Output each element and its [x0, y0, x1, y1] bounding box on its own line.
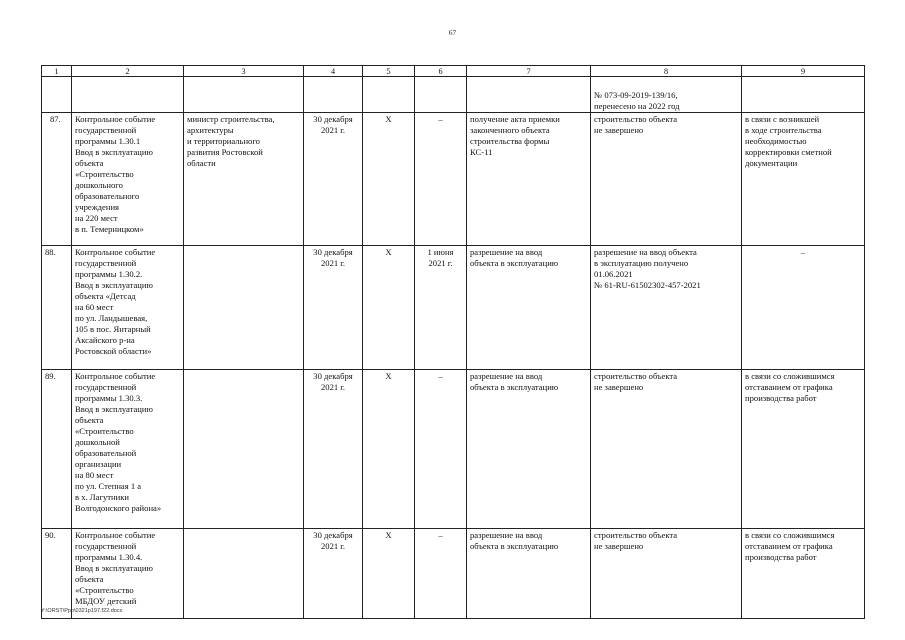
event-description: Контрольное событие государственной программы 1.30.1 Ввод в эксплуатацию объекта «Строительство дошкольного образовательного учреждения на 220 мест в п. Темерницком»	[72, 113, 184, 246]
actual-date: –	[415, 370, 467, 529]
table-row	[42, 370, 865, 529]
cell-empty	[42, 77, 72, 113]
actual-date: –	[415, 529, 467, 619]
cell-empty	[363, 77, 415, 113]
column-number-2: 2	[72, 66, 184, 77]
expected-result: получение акта приемки законченного объекта строительства формы КС-11	[467, 113, 591, 246]
column-number-5: 5	[363, 66, 415, 77]
implementation-info: строительство объекта не завершено	[591, 529, 742, 619]
mark-cell: X	[363, 246, 415, 370]
deviation-reason: в связи с возникшей в ходе строительства необходимостью корректировки сметной документации	[742, 113, 865, 246]
column-number-4: 4	[304, 66, 363, 77]
implementation-info: строительство объекта не завершено	[591, 113, 742, 246]
responsible-executor: министр строительства, архитектуры и территориального развития Ростовской области	[184, 113, 304, 246]
cell-empty	[72, 77, 184, 113]
deviation-reason: –	[742, 246, 865, 370]
expected-result: разрешение на ввод объекта в эксплуатацию	[467, 529, 591, 619]
responsible-executor-merged	[184, 246, 304, 370]
mark-cell: X	[363, 370, 415, 529]
table-row	[42, 113, 865, 246]
expected-result: разрешение на ввод объекта в эксплуатацию	[467, 370, 591, 529]
row-number: 87.	[42, 113, 72, 246]
continuation-info-cell: № 073-09-2019-139/16, перенесено на 2022 год	[591, 77, 742, 113]
cell-empty	[184, 77, 304, 113]
responsible-executor-merged	[184, 370, 304, 529]
column-number-7: 7	[467, 66, 591, 77]
cell-empty	[742, 77, 865, 113]
deviation-reason: в связи со сложившимся отставанием от графика производства работ	[742, 370, 865, 529]
column-number-1: 1	[42, 66, 72, 77]
row-number: 90.	[42, 529, 72, 619]
control-events-table	[41, 65, 865, 619]
page-number: 67	[448, 28, 457, 37]
deviation-reason: в связи со сложившимся отставанием от графика производства работ	[742, 529, 865, 619]
implementation-info: строительство объекта не завершено	[591, 370, 742, 529]
event-description: Контрольное событие государственной программы 1.30.3. Ввод в эксплуатацию объекта «Строительство дошкольной образовательной организации на 80 мест по ул. Степная 1 а в х. Лагутники Волгодонского района»	[72, 370, 184, 529]
column-number-3: 3	[184, 66, 304, 77]
cell-empty	[304, 77, 363, 113]
actual-date: –	[415, 113, 467, 246]
cell-empty	[467, 77, 591, 113]
responsible-executor-merged	[184, 529, 304, 619]
planned-date: 30 декабря 2021 г.	[304, 113, 363, 246]
column-number-8: 8	[591, 66, 742, 77]
column-number-6: 6	[415, 66, 467, 77]
event-description: Контрольное событие государственной программы 1.30.4. Ввод в эксплуатацию объекта «Строительство МБДОУ детский	[72, 529, 184, 619]
mark-cell: X	[363, 529, 415, 619]
table-row-continuation	[42, 77, 865, 113]
implementation-info: разрешение на ввод объекта в эксплуатацию получено 01.06.2021 № 61-RU-61502302-457-2021	[591, 246, 742, 370]
mark-cell: X	[363, 113, 415, 246]
row-number: 89.	[42, 370, 72, 529]
event-description: Контрольное событие государственной программы 1.30.2. Ввод в эксплуатацию объекта «Детсад на 60 мест по ул. Ландышевая, 105 в пос. Янтарный Аксайского р-на Ростовской области»	[72, 246, 184, 370]
planned-date: 30 декабря 2021 г.	[304, 246, 363, 370]
table-row	[42, 246, 865, 370]
expected-result: разрешение на ввод объекта в эксплуатацию	[467, 246, 591, 370]
planned-date: 30 декабря 2021 г.	[304, 529, 363, 619]
document-file-path: Y:\ORST\Ppo\0321p197.f22.docx	[41, 608, 123, 614]
cell-empty	[415, 77, 467, 113]
table-header-row	[42, 66, 865, 77]
column-number-9: 9	[742, 66, 865, 77]
actual-date: 1 июня 2021 г.	[415, 246, 467, 370]
table-row	[42, 529, 865, 619]
row-number: 88.	[42, 246, 72, 370]
planned-date: 30 декабря 2021 г.	[304, 370, 363, 529]
